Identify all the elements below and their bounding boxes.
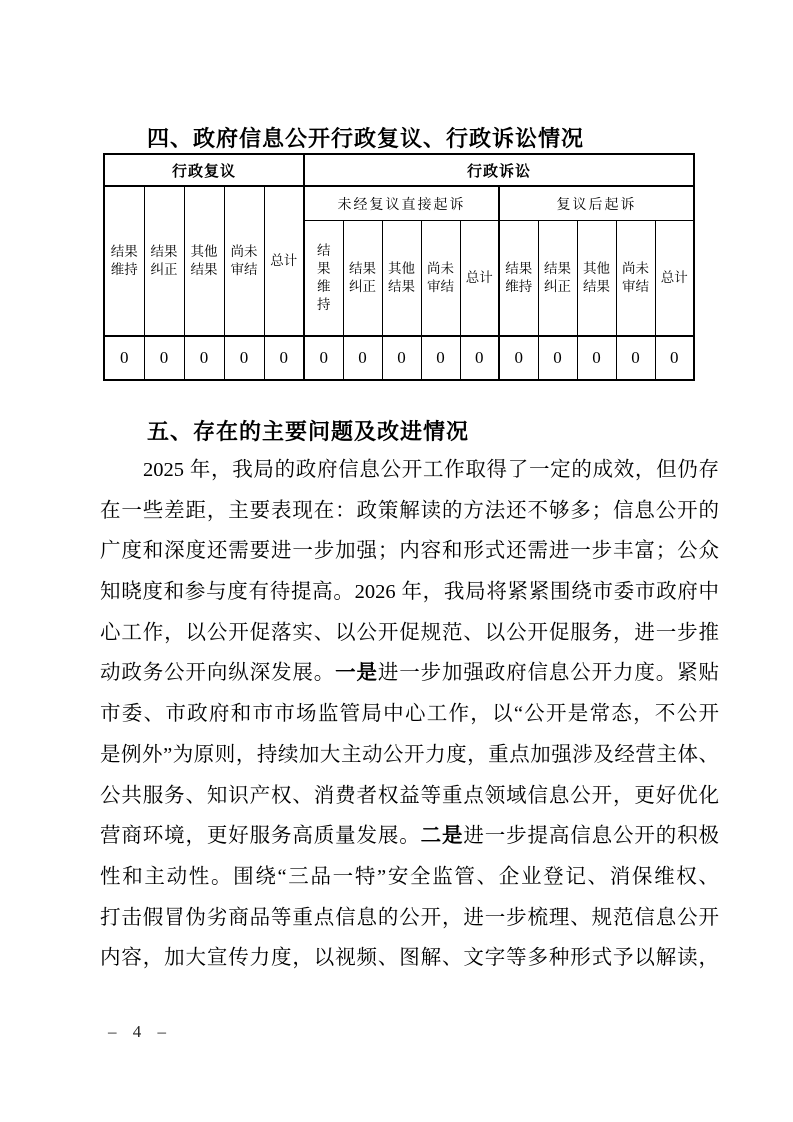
value-cell: 0: [104, 336, 144, 380]
value-cell: 0: [304, 336, 343, 380]
col-header-after-total: 总计: [655, 221, 694, 337]
col-header-review-pending: [224, 186, 264, 336]
col-header-label: 结果维持: [317, 243, 331, 312]
body-line: [100, 653, 719, 694]
col-header-label: 尚未审结: [427, 261, 454, 294]
body-line: [100, 898, 719, 939]
value-cell: 0: [144, 336, 184, 380]
group-header-litigation: 行政诉讼: [304, 154, 694, 186]
bold-text-run: 一是: [335, 662, 378, 685]
value-cell: 0: [577, 336, 616, 380]
value-cell: 0: [499, 336, 538, 380]
value-cell: 0: [343, 336, 382, 380]
col-header-label: 结果纠正: [544, 261, 571, 294]
text-run: 进一步提高信息公开的积极: [463, 825, 719, 848]
col-header-after-pending: [616, 221, 655, 337]
col-header-after-upheld: [499, 221, 538, 337]
value-cell: 0: [264, 336, 304, 380]
col-header-direct-total: 总计: [460, 221, 499, 337]
body-line: [100, 938, 719, 979]
subgroup-header-direct-suit: 未经复议直接起诉: [304, 186, 499, 221]
text-run: 内容，加大宣传力度，以视频、图解、文字等多种形式予以解读，: [100, 947, 719, 970]
col-header-direct-upheld: [304, 221, 343, 337]
value-cell: 0: [460, 336, 499, 380]
text-run: 广度和深度还需要进一步加强；内容和形式还需进一步丰富；公众: [100, 540, 719, 563]
body-paragraph: [100, 450, 719, 979]
col-header-label: 其他结果: [583, 261, 610, 294]
text-run: 是例外”为原则，持续加大主动公开力度，重点加强涉及经营主体、: [100, 743, 719, 766]
body-line: [100, 613, 719, 654]
col-header-review-total: 总计: [264, 186, 304, 336]
col-header-label: 结果纠正: [150, 244, 178, 277]
body-line: [100, 531, 719, 572]
value-cell: 0: [382, 336, 421, 380]
col-header-direct-other: [382, 221, 421, 337]
body-line: [100, 776, 719, 817]
text-run: 营商环境，更好服务高质量发展。: [100, 825, 421, 848]
text-run: 进一步加强政府信息公开力度。紧贴: [377, 662, 719, 685]
col-header-label: 其他结果: [388, 261, 415, 294]
body-line: [100, 491, 719, 532]
value-cell: 0: [184, 336, 224, 380]
col-header-label: 尚未审结: [230, 244, 258, 277]
text-run: 知晓度和参与度有待提高。2026 年，我局将紧紧围绕市委市政府中: [100, 581, 719, 604]
group-header-review: 行政复议: [104, 154, 304, 186]
col-header-review-upheld: [104, 186, 144, 336]
text-run: 打击假冒伪劣商品等重点信息的公开，进一步梳理、规范信息公开: [100, 906, 719, 929]
bold-text-run: 二是: [420, 825, 464, 848]
section5-title: 五、存在的主要问题及改进情况: [147, 419, 470, 444]
col-header-review-other: [184, 186, 224, 336]
col-header-label: 尚未审结: [622, 261, 649, 294]
col-header-label: 结果维持: [110, 244, 138, 277]
text-run: 心工作，以公开促落实、以公开促规范、以公开促服务，进一步推: [100, 621, 719, 644]
col-header-label: 其他结果: [190, 244, 218, 277]
body-line: [100, 735, 719, 776]
admin-review-litigation-table: [103, 153, 695, 381]
body-line: [100, 857, 719, 898]
col-header-label: 结果纠正: [349, 261, 376, 294]
section4-title: 四、政府信息公开行政复议、行政诉讼情况: [147, 126, 585, 151]
text-run: 2025 年，我局的政府信息公开工作取得了一定的成效，但仍存: [143, 459, 719, 481]
text-run: 动政务公开向纵深发展。: [100, 662, 336, 685]
text-run: 公共服务、知识产权、消费者权益等重点领域信息公开，更好优化: [100, 784, 719, 807]
page-number: – 4 –: [108, 1022, 172, 1041]
body-line: [100, 450, 719, 491]
table-data-row: [104, 336, 694, 380]
col-header-direct-corrected: [343, 221, 382, 337]
value-cell: 0: [538, 336, 577, 380]
value-cell: 0: [421, 336, 460, 380]
col-header-review-corrected: [144, 186, 184, 336]
value-cell: 0: [616, 336, 655, 380]
subgroup-header-after-review-suit: 复议后起诉: [499, 186, 694, 221]
body-line: [100, 694, 719, 735]
col-header-after-other: [577, 221, 616, 337]
col-header-after-corrected: [538, 221, 577, 337]
value-cell: 0: [224, 336, 264, 380]
text-run: 性和主动性。围绕“三品一特”安全监管、企业登记、消保维权、: [100, 865, 719, 888]
value-cell: 0: [655, 336, 694, 380]
text-run: 在一些差距，主要表现在：政策解读的方法还不够多；信息公开的: [100, 499, 719, 522]
col-header-direct-pending: [421, 221, 460, 337]
text-run: 市委、市政府和市市场监管局中心工作，以“公开是常态，不公开: [100, 703, 719, 726]
body-line: [100, 572, 719, 613]
body-line: [100, 816, 719, 857]
col-header-label: 结果维持: [505, 261, 533, 294]
